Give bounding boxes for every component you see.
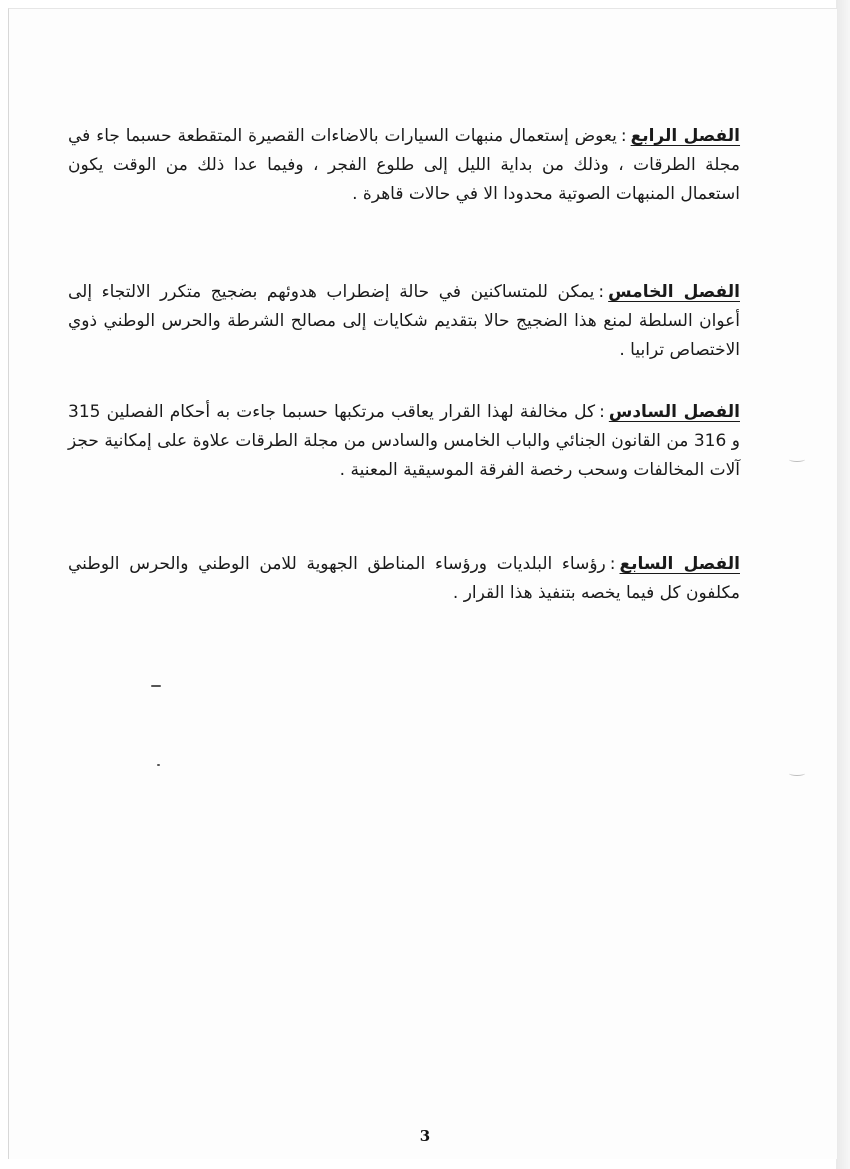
article-7 <box>68 550 740 608</box>
punch-hole-mark <box>789 771 805 776</box>
page-number: 3 <box>419 1127 431 1145</box>
article-6-heading: الفصل السادس <box>608 402 740 422</box>
article-4 <box>68 122 740 209</box>
scan-speck <box>157 764 160 766</box>
article-4-heading: الفصل الرابع <box>630 126 741 146</box>
punch-hole-mark <box>789 457 805 462</box>
article-7-separator: : <box>609 554 616 574</box>
article-5-text: يمكن للمتساكنين في حالة إضطراب هدوئهم بضجيج متكرر الالتجاء إلى أعوان السلطة لمنع هذا الضجيج حالا بتقديم شكايات إلى مصالح الشرطة والحرس الوطني ذوي الاختصاص ترابيا . <box>68 282 740 360</box>
article-6 <box>68 398 740 485</box>
article-5 <box>68 278 740 365</box>
scan-speck <box>151 685 161 687</box>
article-7-heading: الفصل السابع <box>619 554 740 574</box>
article-6-separator: : <box>599 402 605 422</box>
article-5-separator: : <box>598 282 605 302</box>
article-5-heading: الفصل الخامس <box>608 282 740 302</box>
article-4-separator: : <box>620 126 627 146</box>
article-7-text: رؤساء البلديات ورؤساء المناطق الجهوية للامن الوطني والحرس الوطني مكلفون كل فيما يخصه بتنفيذ هذا القرار . <box>68 554 740 603</box>
page-edge-shadow <box>836 0 850 1169</box>
article-4-text: يعوض إستعمال منبهات السيارات بالاضاءات القصيرة المتقطعة حسبما جاء في مجلة الطرقات ، وذلك من بداية الليل إلى طلوع الفجر ، وفيما عدا ذلك من الوقت يكون استعمال المنبهات الصوتية محدودا الا في حالات قاهرة . <box>68 126 740 204</box>
article-6-text: كل مخالفة لهذا القرار يعاقب مرتكبها حسبما جاءت به أحكام الفصلين 315 و 316 من القانون الجنائي والباب الخامس والسادس من مجلة الطرقات علاوة على إمكانية حجز آلات المخالفات وسحب رخصة الفرقة الموسيقية المعنية . <box>68 402 740 480</box>
